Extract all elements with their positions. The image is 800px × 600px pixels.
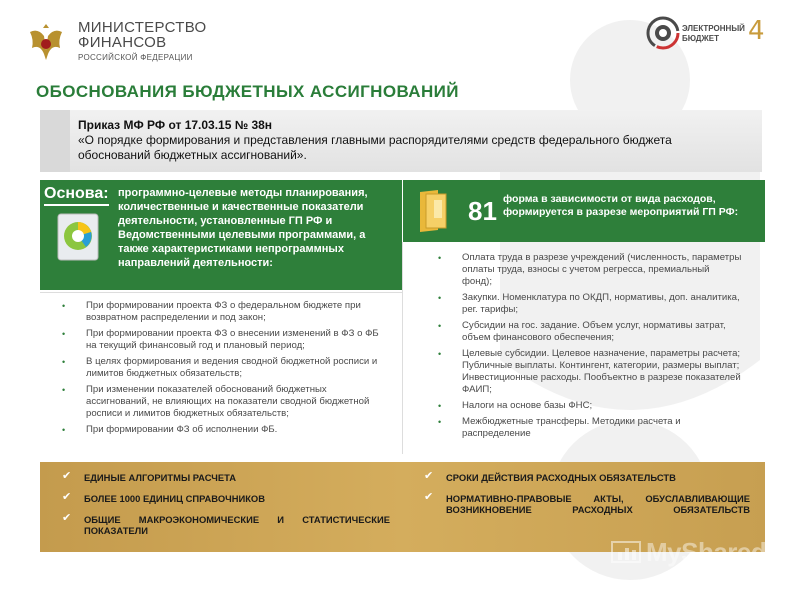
check-icon: ✔ — [62, 491, 72, 503]
list-item: • При формировании ФЗ об исполнении ФБ. — [86, 424, 386, 436]
forms-count: 81 — [468, 196, 497, 226]
list-item: • В целях формирования и ведения сводной бюджетной росписи и лимитов бюджетных обязательств; — [86, 356, 386, 380]
list-item: • Межбюджетные трансферы. Методики расчета и распределение — [462, 416, 742, 440]
column-divider — [402, 242, 403, 454]
ministry-line2: ФИНАНСОВ — [78, 34, 167, 51]
list-item: • Целевые субсидии. Целевое назначение, параметры расчета; Публичные выплаты. Контингент, категории, размеры выплат; Инвестиционные расходы. Пообъектно в разрезе показателей ФАИП; — [462, 348, 742, 396]
double-eagle-emblem-icon — [24, 20, 68, 64]
check-icon: ✔ — [62, 470, 72, 482]
electronic-budget-label — [682, 24, 745, 44]
basis-label: Основа: — [44, 185, 109, 206]
ministry-line3: РОССИЙСКОЙ ФЕДЕРАЦИИ — [78, 53, 193, 62]
list-item: • При формировании проекта ФЗ о федеральном бюджете при возвратном распределении и под закон; — [86, 300, 386, 324]
ministry-line1: МИНИСТЕРСТВО — [78, 19, 207, 36]
list-item: • Субсидии на гос. задание. Объем услуг, нормативы затрат, объем финансового обеспечения; — [462, 320, 742, 344]
page-title: ОБОСНОВАНИЯ БЮДЖЕТНЫХ АССИГНОВАНИЙ — [36, 82, 459, 101]
features-left — [62, 470, 390, 546]
feature-item — [62, 512, 390, 536]
feature-text: НОРМАТИВНО-ПРАВОВЫЕ АКТЫ, ОБУСЛАВЛИВАЮЩИЕ ВОЗНИКНОВЕНИЕ РАСХОДНЫХ ОБЯЗАТЕЛЬСТВ — [446, 493, 750, 515]
basis-list — [86, 300, 386, 440]
eb-line1: ЭЛЕКТРОННЫЙ — [682, 24, 745, 33]
myshared-logo-icon — [610, 538, 644, 568]
electronic-budget-logo-icon — [646, 16, 680, 50]
feature-text: ОБЩИЕ МАКРОЭКОНОМИЧЕСКИЕ И СТАТИСТИЧЕСКИЕ ПОКАЗАТЕЛИ — [84, 514, 390, 536]
feature-text: СРОКИ ДЕЙСТВИЯ РАСХОДНЫХ ОБЯЗАТЕЛЬСТВ — [446, 472, 676, 483]
check-icon: ✔ — [424, 470, 434, 482]
pie-chart-document-icon — [56, 212, 100, 262]
feature-item — [62, 491, 390, 504]
feature-text: БОЛЕЕ 1000 ЕДИНИЦ СПРАВОЧНИКОВ — [84, 493, 265, 504]
feature-item — [424, 491, 750, 515]
feature-item — [424, 470, 750, 483]
ministry-name — [78, 20, 207, 62]
list-item: • При формировании проекта ФЗ о внесении изменений в ФЗ о ФБ на текущий финансовый год и плановый период; — [86, 328, 386, 352]
order-description: «О порядке формирования и представления главными распорядителями средств федерального бюджета обоснований бюджетных ассигнований». — [78, 133, 672, 162]
feature-text: ЕДИНЫЕ АЛГОРИТМЫ РАСЧЕТА — [84, 472, 236, 483]
eb-line2: БЮДЖЕТ — [682, 34, 719, 43]
folder-icon — [416, 188, 450, 232]
forms-list — [462, 252, 742, 444]
check-icon: ✔ — [62, 512, 72, 524]
feature-item — [62, 470, 390, 483]
list-item: • Закупки. Номенклатура по ОКДП, нормативы, доп. аналитика, рег. тарифы; — [462, 292, 742, 316]
check-icon: ✔ — [424, 491, 434, 503]
basis-text: программно-целевые методы планирования, количественные и качественные показатели деятельности, установленные ГП РФ и Ведомственными целевыми программами, а также характеристиками непрограммных направлений деятельности: — [118, 187, 368, 269]
list-item: • Налоги на основе базы ФНС; — [462, 400, 742, 412]
myshared-watermark: MyShared — [646, 537, 767, 567]
basis-divider — [40, 292, 402, 293]
list-item: • При изменении показателей обоснований бюджетных ассигнований, не влияющих на показатели сводной бюджетной росписи и лимитов бюджетных обязательств; — [86, 384, 386, 420]
order-title: Приказ МФ РФ от 17.03.15 № 38н — [78, 118, 273, 132]
forms-text: форма в зависимости от вида расходов, формируется в разрезе мероприятий ГП РФ: — [503, 193, 739, 218]
features-right — [424, 470, 750, 525]
list-item: • Оплата труда в разрезе учреждений (численность, параметры оплаты труда, взносы с учетом регресса, премиальный фонд); — [462, 252, 742, 288]
page-number: 4 — [748, 16, 765, 46]
